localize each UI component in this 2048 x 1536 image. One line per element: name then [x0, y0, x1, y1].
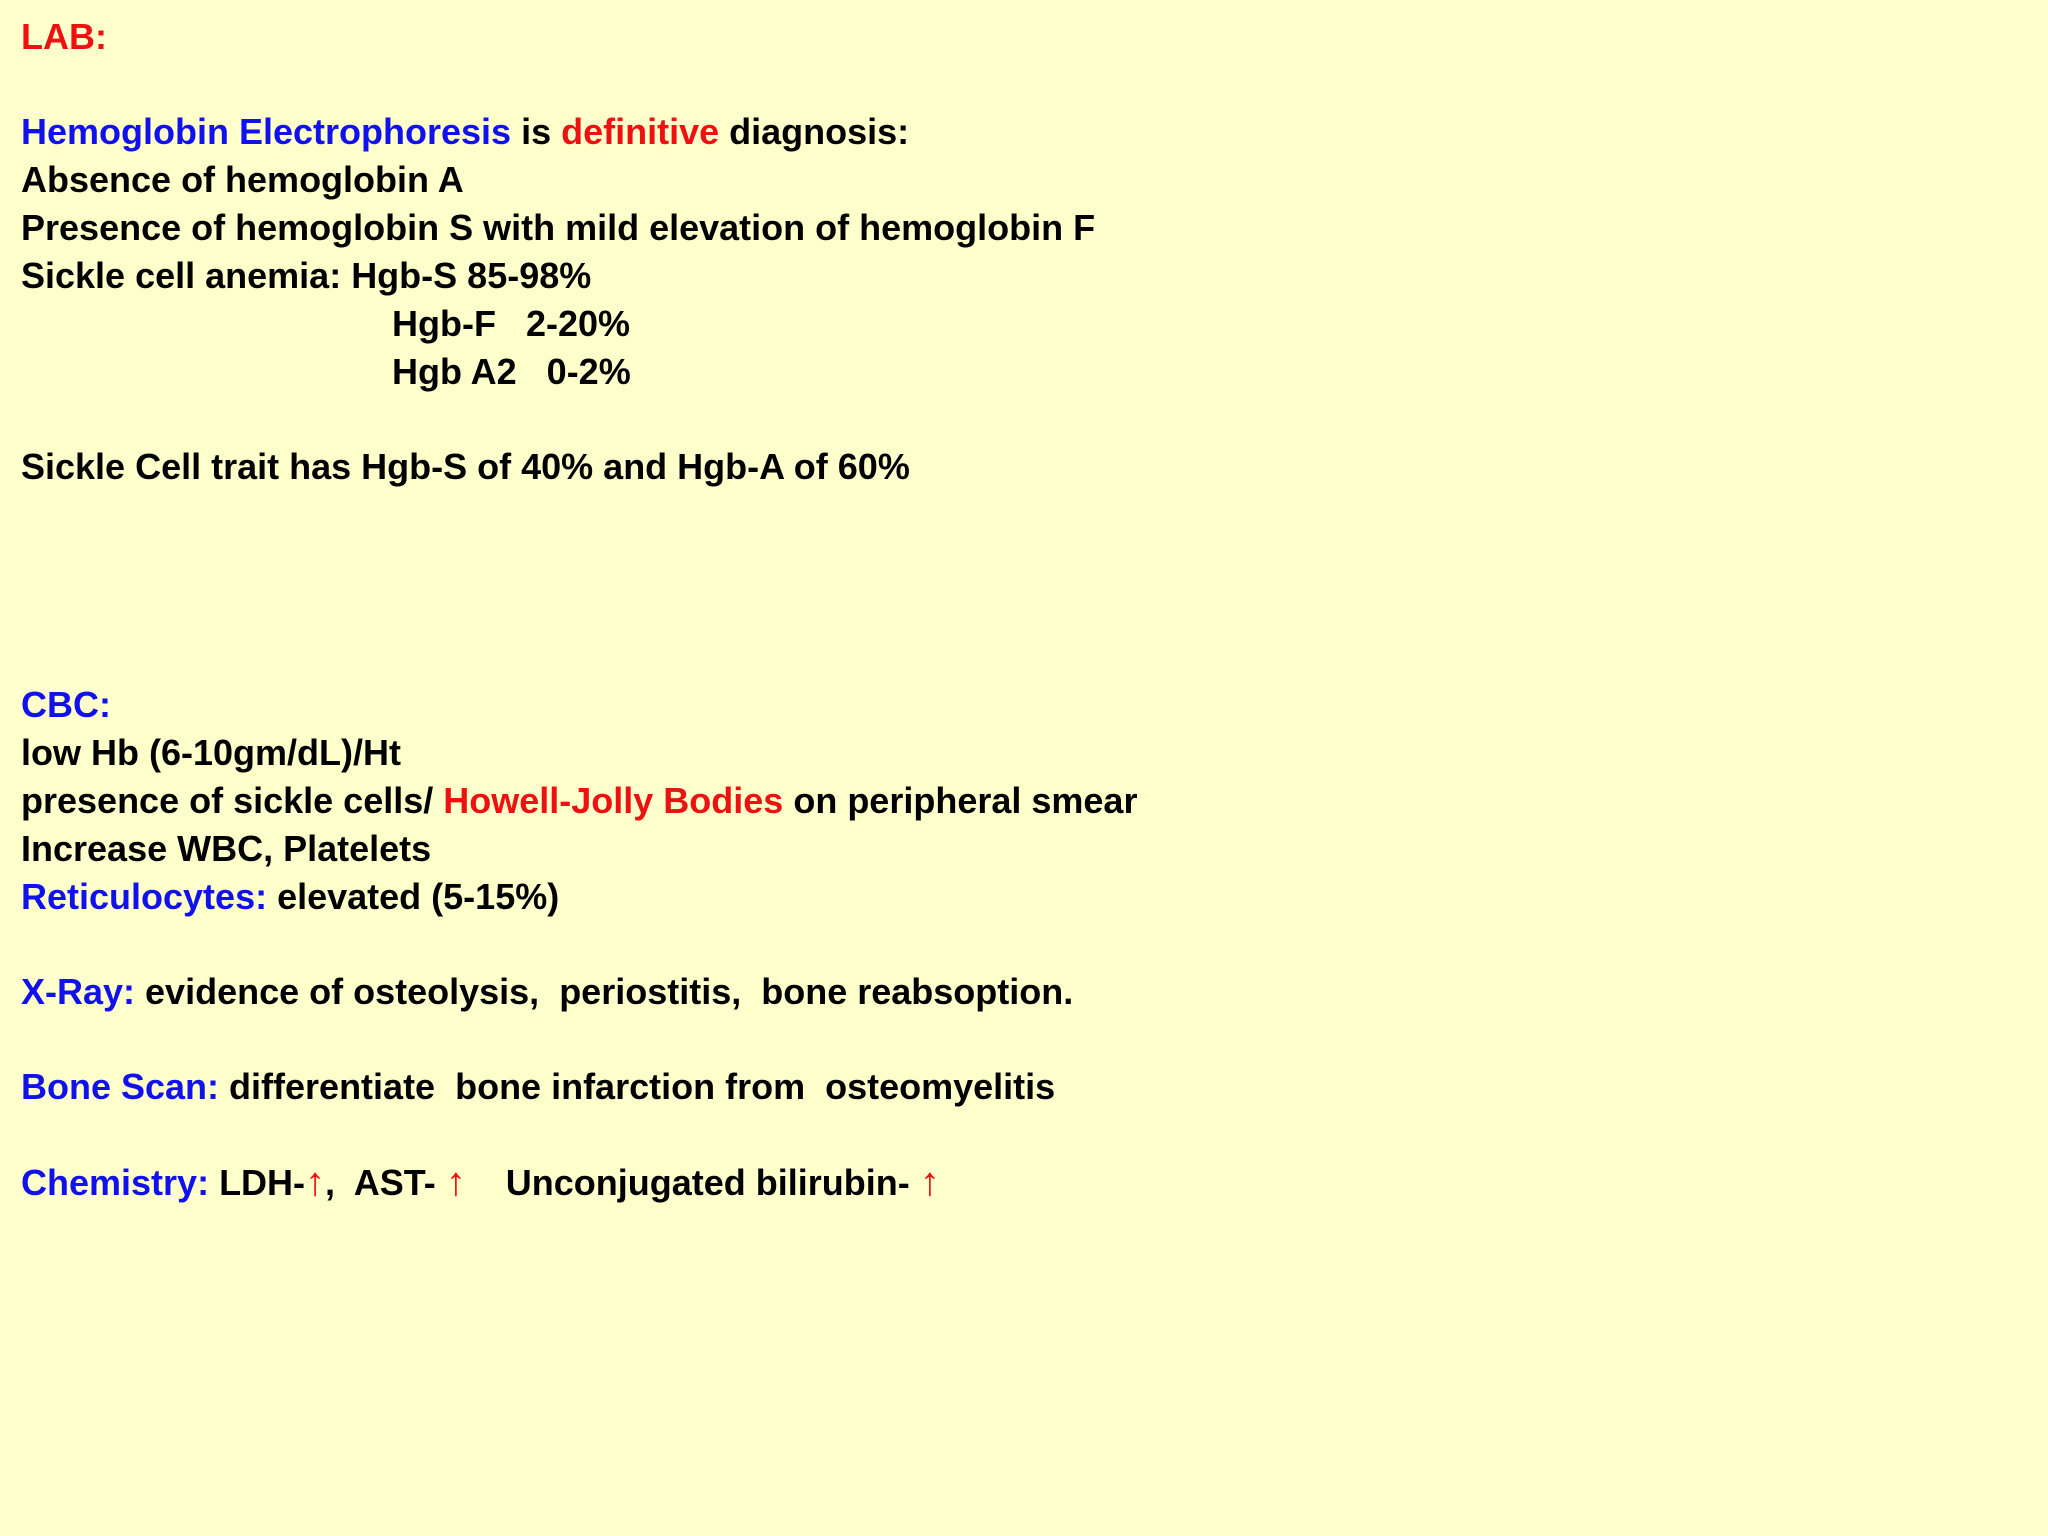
- howell-jolly-term: Howell-Jolly Bodies: [443, 780, 784, 821]
- hgb-a2-line: Hgb A2 0-2%: [392, 351, 631, 392]
- presence-line: Presence of hemoglobin S with mild elevation of hemoglobin F: [21, 207, 1096, 248]
- diagnosis-text: diagnosis:: [719, 111, 910, 152]
- bone-scan-label: Bone Scan:: [21, 1066, 220, 1107]
- cbc-heading: CBC:: [21, 684, 111, 725]
- bone-scan-value: differentiate bone infarction from osteomyelitis: [219, 1066, 1056, 1107]
- smear-post: on peripheral smear: [783, 780, 1138, 821]
- bone-scan-line: [21, 1065, 1055, 1109]
- lab-heading: LAB:: [21, 16, 107, 57]
- sickle-anemia-line: Sickle cell anemia: Hgb-S 85-98%: [21, 255, 592, 296]
- ast-up-arrow-icon: ↑: [445, 1160, 466, 1204]
- electrophoresis-term: Hemoglobin Electrophoresis: [21, 111, 512, 152]
- low-hb-line: low Hb (6-10gm/dL)/Ht: [21, 732, 401, 773]
- reticulocytes-label: Reticulocytes:: [21, 876, 268, 917]
- xray-value: evidence of osteolysis, periostitis, bone reabsoption.: [135, 971, 1074, 1012]
- ldh-text: LDH-: [209, 1162, 306, 1203]
- smear-line: [21, 779, 1137, 823]
- smear-pre: presence of sickle cells/: [21, 780, 444, 821]
- xray-line: [21, 970, 1073, 1014]
- absence-line: Absence of hemoglobin A: [21, 159, 464, 200]
- bilirubin-text: Unconjugated bilirubin-: [465, 1162, 920, 1203]
- reticulocytes-line: [21, 875, 559, 919]
- chemistry-line: [21, 1160, 940, 1205]
- ast-text: , AST-: [325, 1162, 446, 1203]
- electrophoresis-line: [21, 110, 909, 154]
- bilirubin-up-arrow-icon: ↑: [919, 1160, 940, 1204]
- definitive-term: definitive: [561, 111, 720, 152]
- electrophoresis-is: is: [511, 111, 562, 152]
- ldh-up-arrow-icon: ↑: [305, 1160, 326, 1204]
- reticulocytes-value: elevated (5-15%): [267, 876, 560, 917]
- xray-label: X-Ray:: [21, 971, 136, 1012]
- chemistry-label: Chemistry:: [21, 1162, 210, 1203]
- increase-line: Increase WBC, Platelets: [21, 828, 432, 869]
- hgb-f-line: Hgb-F 2-20%: [392, 303, 631, 344]
- trait-line: Sickle Cell trait has Hgb-S of 40% and Hgb-A of 60%: [21, 446, 910, 487]
